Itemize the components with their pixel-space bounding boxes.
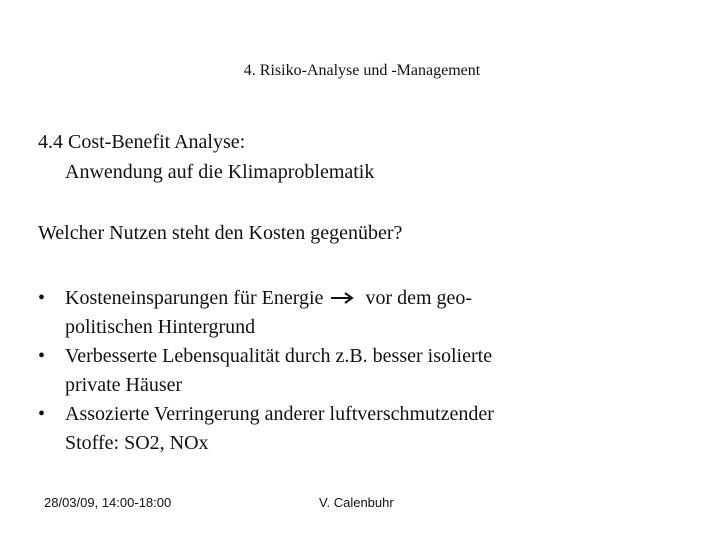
bullet-marker: • [38,345,46,367]
bullet-continuation: private Häuser [65,374,183,396]
bullet-continuation: Stoffe: SO2, NOx [65,432,209,454]
bullet-text: Verbesserte Lebensqualität durch z.B. besser isolierte [65,345,493,367]
list-item [38,400,678,458]
list-item [38,284,678,342]
question-text: Welcher Nutzen steht den Kosten gegenüber? [38,222,403,244]
section-heading-line1: 4.4 Cost-Benefit Analyse: [38,131,246,153]
bullet-marker: • [38,287,46,309]
footer-date: 28/03/09, 14:00-18:00 [44,495,172,510]
list-item [38,342,678,400]
chapter-title: 4. Risiko-Analyse und -Management [243,62,481,79]
bullet-marker: • [38,403,46,425]
bullet-text-after-arrow: vor dem geo- [365,287,473,309]
footer-author: V. Calenbuhr [319,495,394,510]
section-heading [38,127,374,187]
bullet-list [38,284,678,458]
section-heading-line2: Anwendung auf die Klimaproblematik [65,161,375,183]
arrow-right-icon [329,291,357,305]
bullet-text: Assozierte Verringerung anderer luftverschmutzender [65,403,494,425]
bullet-continuation: politischen Hintergrund [65,316,256,338]
bullet-text: Kosteneinsparungen für Energie [65,287,324,309]
